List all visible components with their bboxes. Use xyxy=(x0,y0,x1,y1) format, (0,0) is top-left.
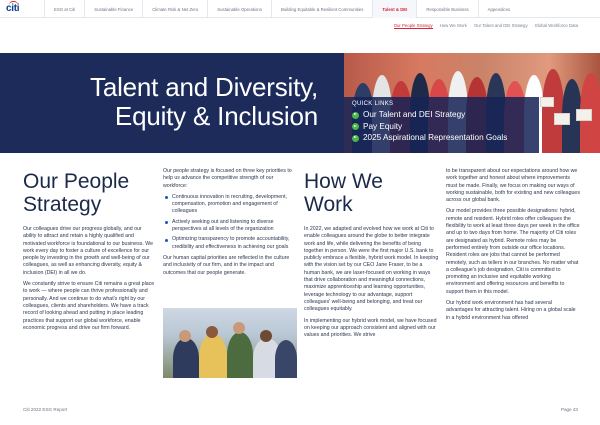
logo-arc-icon xyxy=(9,1,18,5)
how-we-work-heading: How We Work xyxy=(304,170,383,216)
right-paragraph-3: Our hybrid work environment has had several advantages for attracting talent. Hiring on a global scale in a hybrid environment has offered xyxy=(446,300,576,321)
hero-banner xyxy=(0,53,600,153)
subnav-how-we-work[interactable]: How We Work xyxy=(439,23,467,28)
quick-link-talent-dei[interactable]: Our Talent and DEI Strategy xyxy=(352,110,531,120)
priorities-intro: Our people strategy is focused on three key priorities to help us advance the competitive strength of our workforce: xyxy=(163,168,292,189)
nav-tab-esg-at-citi[interactable]: ESG at Citi xyxy=(44,0,84,18)
report-footer-title: Citi 2022 ESG Report xyxy=(23,407,68,412)
priorities-text xyxy=(163,168,297,281)
page-number: Page 43 xyxy=(560,407,578,412)
people-strategy-text xyxy=(23,226,156,336)
people-paragraph-1: Our colleagues drive our progress globally, and our ability to attract and retain a highly qualified and motivated workforce is foundational to our business. We work every day to foster a culture of excellence for our people by investing in the growth and well-being of our colleagues, as well as enhancing diversity, equity & inclusion (DEI) in all we do. xyxy=(23,226,154,276)
how-paragraph-1: In 2022, we adapted and evolved how we work at Citi to enable colleagues around the globe to better integrate work and life, while delivering the benefits of being together in person. We were the first major U.S. bank to publicly embrace a flexible, hybrid work model. In keeping with the vision set by our CEO Jane Fraser, to be a human bank, we are laser-focused on working in ways that drive collaboration and meaningful connections, maximize apprenticeship and learning opportunities, leverage technology to our advantage, support colleagues' well-being and belonging, and treat our colleagues equitably. xyxy=(304,226,439,313)
priorities-paragraph: Our human capital priorities are reflected in the culture and inclusivity of our firm, and in the impact and outcomes that our people generate. xyxy=(163,254,290,276)
quick-links-title: QUICK LINKS xyxy=(352,101,394,107)
subnav-talent-dei-strategy[interactable]: Our Talent and DEI Strategy xyxy=(473,23,528,28)
page-title: Talent and Diversity, Equity & Inclusion xyxy=(90,72,318,131)
hybrid-model-text xyxy=(446,168,580,326)
nav-tab-communities[interactable]: Building Equitable & Resilient Communities xyxy=(271,0,372,18)
citi-logo[interactable]: citi xyxy=(6,3,20,14)
subnav-global-workforce-data[interactable]: Global Workforce Data xyxy=(534,23,578,28)
arrow-right-circle-icon xyxy=(352,135,359,142)
arrow-right-circle-icon xyxy=(352,123,359,130)
top-navigation xyxy=(0,0,600,18)
nav-tab-appendices[interactable]: Appendices xyxy=(478,0,519,18)
nav-tab-climate-risk[interactable]: Climate Risk & Net Zero xyxy=(142,0,207,18)
sub-navigation xyxy=(394,23,578,29)
priorities-list xyxy=(163,194,297,251)
nav-tab-sustainable-finance[interactable]: Sustainable Finance xyxy=(84,0,142,18)
our-people-strategy-heading: Our People Strategy xyxy=(23,170,130,216)
quick-links-panel xyxy=(344,97,539,153)
how-paragraph-2: In implementing our hybrid work model, we have focused on keeping our approach consistent and aligned with our values and priorities. We strive xyxy=(304,317,437,339)
quick-link-representation-goals[interactable]: 2025 Aspirational Representation Goals xyxy=(352,133,531,143)
list-item: Actively seeking out and listening to diverse perspectives at all levels of the organization xyxy=(163,219,297,234)
quick-link-pay-equity[interactable]: Pay Equity xyxy=(352,122,531,132)
nav-tab-talent-dei[interactable]: Talent & DEI xyxy=(372,0,416,18)
right-paragraph-2: Our model provides three possible designations: hybrid, remote and resident. Hybrid roles offer colleagues the flexibility to work at least three days per week in the office and up to two days from home. The majority of Citi roles are designated as hybrid. Remote roles may be performed entirely from outside our office locations. Resident roles are jobs that cannot be performed remotely, such as tellers in our branches. No matter what a colleague's job designation, Citi is committed to promoting an inclusive and equitable working environment and offering resources and benefits to support them in this model. xyxy=(446,208,580,295)
how-we-work-text xyxy=(304,226,439,343)
right-paragraph-1: to be transparent about our expectations around how we work together and honest about where improvements must be made. Finally, we focus on making our ways of working sustainable, both for existing and new colleagues across our global bank. xyxy=(446,168,580,204)
colleagues-photo xyxy=(163,308,297,378)
people-paragraph-2: We constantly strive to ensure Citi remains a great place to work — where people can thrive professionally and personally. And we continue to do what's right by our colleagues, clients and shareholders. We have a track record of looking ahead and putting in place leading practices that support our global workforce, enable economic progress and drive our firm forward. xyxy=(23,281,155,331)
section-tabs xyxy=(44,0,519,18)
arrow-right-circle-icon xyxy=(352,112,359,119)
list-item: Optimizing transparency to promote accountability, credibility and effectiveness in achieving our goals xyxy=(163,236,297,251)
list-item: Continuous innovation in recruiting, development, compensation, promotion and engagement of colleagues xyxy=(163,194,297,216)
nav-tab-responsible-business[interactable]: Responsible Business xyxy=(416,0,477,18)
subnav-our-people-strategy[interactable]: Our People Strategy xyxy=(393,23,433,28)
nav-tab-sustainable-operations[interactable]: Sustainable Operations xyxy=(207,0,271,18)
